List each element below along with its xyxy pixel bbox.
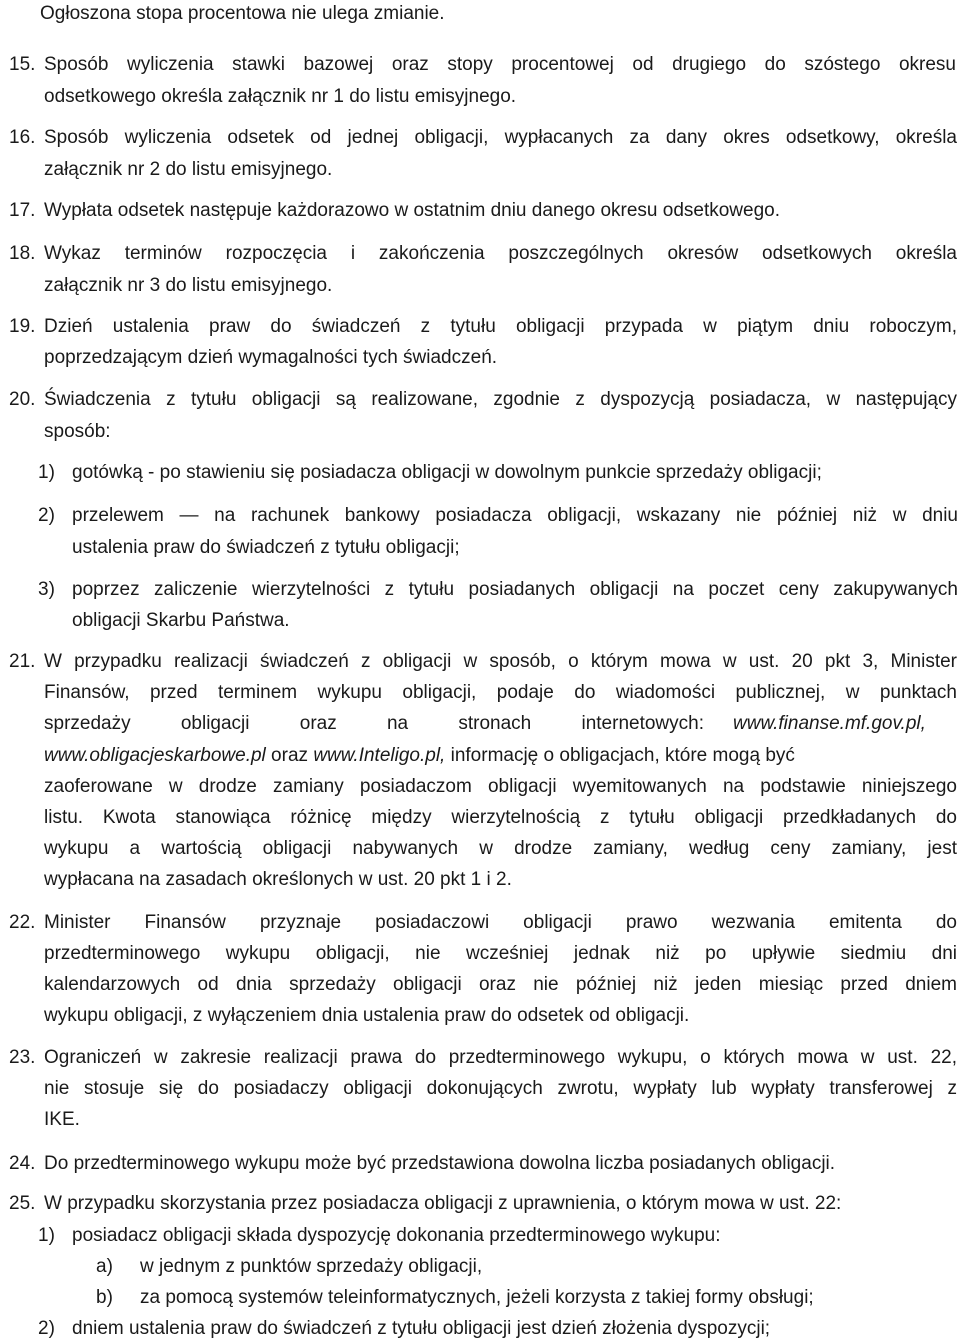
paragraph-21-line-8: wypłacana na zasadach określonych w ust. 20 pkt 1 i 2. <box>44 869 512 890</box>
paragraph-21-line-5: zaoferowane w drodze zamiany posiadaczom obligacji wyemitowanych na podstawie niniejszego <box>44 776 957 797</box>
list-marker-20-3: 3) <box>38 579 55 600</box>
paragraph-23-line-3: IKE. <box>44 1109 80 1130</box>
paragraph-22-line-3: kalendarzowych od dnia sprzedaży obligacji oraz nie później niż jeden miesiąc przed dniem <box>44 974 957 995</box>
list-marker-25-1-b: b) <box>96 1287 113 1308</box>
paragraph-21-line-3a: sprzedaży obligacji oraz na stronach internetowych: <box>44 713 704 734</box>
paragraph-25-line-1: W przypadku skorzystania przez posiadacza obligacji z uprawnienia, o którym mowa w ust. 22: <box>44 1193 842 1214</box>
list-marker-25-1: 1) <box>38 1225 55 1246</box>
paragraph-number-23: 23. <box>9 1047 36 1068</box>
paragraph-21-line-6: listu. Kwota stanowiąca różnicę między wierzytelnością z tytułu obligacji przedkładanych do <box>44 807 957 828</box>
paragraph-23-line-1: Ograniczeń w zakresie realizacji prawa do przedterminowego wykupu, o których mowa w ust. 22, <box>44 1047 957 1068</box>
paragraph-18-line-1: Wykaz terminów rozpoczęcia i zakończenia poszczególnych okresów odsetkowych określa <box>44 243 957 264</box>
intro-text: Ogłoszona stopa procentowa nie ulega zmianie. <box>40 3 445 24</box>
paragraph-21-line-4-oraz: oraz <box>265 745 314 766</box>
paragraph-number-19: 19. <box>9 316 36 337</box>
paragraph-21-line-7: wykupu a wartością obligacji nabywanych w drodze zamiany, według ceny zamiany, jest <box>44 838 957 859</box>
list-marker-25-2: 2) <box>38 1318 55 1339</box>
list-item-20-3-line-2: obligacji Skarbu Państwa. <box>72 610 290 631</box>
paragraph-number-21: 21. <box>9 651 36 672</box>
paragraph-number-25: 25. <box>9 1193 36 1214</box>
list-marker-20-1: 1) <box>38 462 55 483</box>
paragraph-number-20: 20. <box>9 389 36 410</box>
paragraph-21-line-4-rest: informację o obligacjach, które mogą być <box>445 745 795 766</box>
paragraph-22-line-4: wykupu obligacji, z wyłączeniem dnia ustalenia praw do odsetek od obligacji. <box>44 1005 690 1026</box>
list-marker-25-1-a: a) <box>96 1256 113 1277</box>
paragraph-16-line-2: załącznik nr 2 do listu emisyjnego. <box>44 159 333 180</box>
paragraph-number-17: 17. <box>9 200 36 221</box>
paragraph-18-line-2: załącznik nr 3 do listu emisyjnego. <box>44 275 333 296</box>
paragraph-23-line-2: nie stosuje się do posiadaczy obligacji dokonujących zwrotu, wypłaty lub wypłaty transferowej z <box>44 1078 957 1099</box>
paragraph-15-line-1: Sposób wyliczenia stawki bazowej oraz stopy procentowej od drugiego do szóstego okresu <box>44 54 956 75</box>
paragraph-16-line-1: Sposób wyliczenia odsetek od jednej obligacji, wypłacanych za dany okres odsetkowy, określa <box>44 127 957 148</box>
paragraph-22-line-2: przedterminowego wykupu obligacji, nie wcześniej jednak niż po upływie siedmiu dni <box>44 943 957 964</box>
paragraph-number-18: 18. <box>9 243 36 264</box>
list-item-20-1-line-1: gotówką - po stawieniu się posiadacza obligacji w dowolnym punkcie sprzedaży obligacji; <box>72 462 822 483</box>
paragraph-15-line-2: odsetkowego określa załącznik nr 1 do listu emisyjnego. <box>44 86 517 107</box>
list-item-25-1-a: w jednym z punktów sprzedaży obligacji, <box>140 1256 483 1277</box>
list-item-25-1-line-1: posiadacz obligacji składa dyspozycję dokonania przedterminowego wykupu: <box>72 1225 721 1246</box>
paragraph-number-15: 15. <box>9 54 36 75</box>
paragraph-number-24: 24. <box>9 1153 36 1174</box>
list-item-20-2-line-1: przelewem — na rachunek bankowy posiadacza obligacji, wskazany nie później niż w dniu <box>72 505 958 526</box>
list-marker-20-2: 2) <box>38 505 55 526</box>
paragraph-22-line-1: Minister Finansów przyznaje posiadaczowi obligacji prawo wezwania emitenta do <box>44 912 957 933</box>
paragraph-20-line-1: Świadczenia z tytułu obligacji są realizowane, zgodnie z dyspozycją posiadacza, w następujący <box>44 389 957 410</box>
list-item-20-3-line-1: poprzez zaliczenie wierzytelności z tytułu posiadanych obligacji na poczet ceny zakupywanych <box>72 579 958 600</box>
link-finanse[interactable]: www.finanse.mf.gov.pl, <box>733 713 926 734</box>
paragraph-21-line-1: W przypadku realizacji świadczeń z obligacji w sposób, o którym mowa w ust. 20 pkt 3, Minister <box>44 651 957 672</box>
link-inteligo[interactable]: www.Inteligo.pl, <box>313 745 446 766</box>
paragraph-21-line-2: Finansów, przed terminem wykupu obligacji, podaje do wiadomości publicznej, w punktach <box>44 682 957 703</box>
link-obligacjeskarbowe[interactable]: www.obligacjeskarbowe.pl <box>44 745 266 766</box>
paragraph-19-line-2: poprzedzającym dzień wymagalności tych świadczeń. <box>44 347 498 368</box>
paragraph-number-22: 22. <box>9 912 36 933</box>
paragraph-17-line-1: Wypłata odsetek następuje każdorazowo w ostatnim dniu danego okresu odsetkowego. <box>44 200 780 221</box>
paragraph-20-line-2: sposób: <box>44 421 111 442</box>
paragraph-24-line-1: Do przedterminowego wykupu może być przedstawiona dowolna liczba posiadanych obligacji. <box>44 1153 836 1174</box>
paragraph-number-16: 16. <box>9 127 36 148</box>
paragraph-21-line-4 <box>44 745 795 767</box>
list-item-20-2-line-2: ustalenia praw do świadczeń z tytułu obligacji; <box>72 537 460 558</box>
paragraph-19-line-1: Dzień ustalenia praw do świadczeń z tytułu obligacji przypada w piątym dniu roboczym, <box>44 316 957 337</box>
list-item-25-1-b: za pomocą systemów teleinformatycznych, jeżeli korzysta z takiej formy obsługi; <box>140 1287 814 1308</box>
list-item-25-2-line-1: dniem ustalenia praw do świadczeń z tytułu obligacji jest dzień złożenia dyspozycji; <box>72 1318 771 1339</box>
